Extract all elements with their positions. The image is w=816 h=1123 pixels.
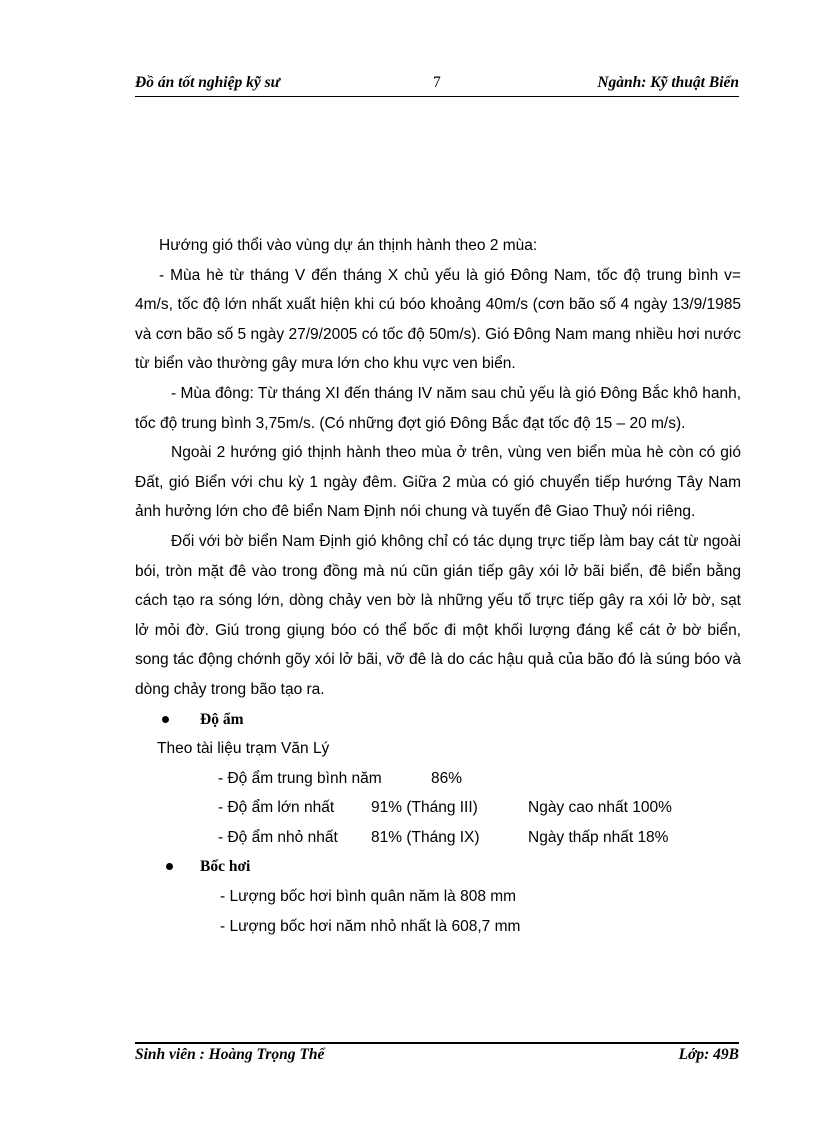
humidity-min-value: 81% (Tháng IX) [371,828,480,846]
header-rule [135,96,739,97]
header-thesis-title: Đồ án tốt nghiệp kỹ sư [135,74,280,91]
header-department: Ngành: Kỹ thuật Biển [597,74,739,91]
page-header [135,74,739,96]
evaporation-min-row [135,912,741,942]
humidity-max-value: 91% (Tháng III) [371,799,478,817]
evaporation-heading-row [135,852,741,882]
page-footer [135,1046,739,1068]
evaporation-avg-row [135,882,741,912]
footer-student: Sinh viên : Hoàng Trọng Thể [135,1046,325,1063]
humidity-max-day: Ngày cao nhất 100% [528,799,672,817]
footer-rule [135,1042,739,1044]
humidity-heading-row [135,705,741,735]
humidity-heading: Độ ẩm [200,710,244,728]
humidity-avg-row [135,764,741,794]
summer-paragraph: - Mùa hè từ tháng V đến tháng X chủ yếu là gió Đông Nam, tốc độ trung bình v= 4m/s, tốc độ lớn nhất xuất hiện khi cú bóo khoảng 40m/s (cơn bão số 4 ngày 13/9/1985 và cơn bão số 5 ngày 27/9/2005 có tốc độ 50m/s). Gió Đông Nam mang nhiều hơi nước từ biển vào thường gây mưa lớn cho khu vực ven biển. [135,266,741,373]
intro-paragraph: Hướng gió thổi vào vùng dự án thịnh hành theo 2 mùa: [159,237,538,254]
bullet-icon [166,863,173,870]
local-winds-paragraph: Ngoài 2 hướng gió thịnh hành theo mùa ở trên, vùng ven biển mùa hè còn có gió Đất, gió Biển với chu kỳ 1 ngày đêm. Giữa 2 mùa có gió chuyển tiếp hướng Tây Nam ảnh hưởng lớn cho đê biển Nam Định nói chung và tuyến đê Giao Thuỷ nói riêng. [135,444,741,521]
evaporation-avg: - Lượng bốc hơi bình quân năm là 808 mm [220,888,517,906]
humidity-min-label: - Độ ẩm nhỏ nhất [218,828,338,846]
humidity-avg-label: - Độ ẩm trung bình năm [218,769,382,787]
evaporation-heading: Bốc hơi [200,858,251,876]
humidity-max-row [135,793,741,823]
header-page-number: 7 [433,74,441,91]
winter-paragraph: - Mùa đông: Từ tháng XI đến tháng IV năm sau chủ yếu là gió Đông Bắc khô hanh, tốc độ trung bình 3,75m/s. (Có những đợt gió Đông Bắc đạt tốc độ 15 – 20 m/s). [135,384,741,432]
humidity-min-day: Ngày thấp nhất 18% [528,828,669,846]
evaporation-min: - Lượng bốc hơi năm nhỏ nhất là 608,7 mm [220,917,521,935]
footer-class: Lớp: 49B [678,1046,739,1063]
humidity-min-row [135,823,741,853]
humidity-max-label: - Độ ẩm lớn nhất [218,799,335,817]
humidity-source: Theo tài liệu trạm Văn Lý [157,740,330,758]
body-text [135,231,741,941]
bullet-icon [162,716,169,723]
erosion-paragraph: Đối với bờ biển Nam Định gió không chỉ có tác dụng trực tiếp làm bay cát từ ngoài bói, tròn mặt đê vào trong đồng mà nú cũn gián tiếp gây xói lở bãi biển, đê biển bằng cách tạo ra sóng lớn, dòng chảy ven bờ là những yếu tố trực tiếp gây ra xói lở bờ, sạt lở mỏi đờ. Giú trong giụng bóo có thể bốc đi một khối lượng đáng kể cát ở bờ biển, song tác động chớnh gõy xói lở bãi, vỡ đê là do các hậu quả của bão đó là súng bóo và dòng chảy trong bão tạo ra. [135,532,741,698]
humidity-avg-value: 86% [431,769,463,787]
